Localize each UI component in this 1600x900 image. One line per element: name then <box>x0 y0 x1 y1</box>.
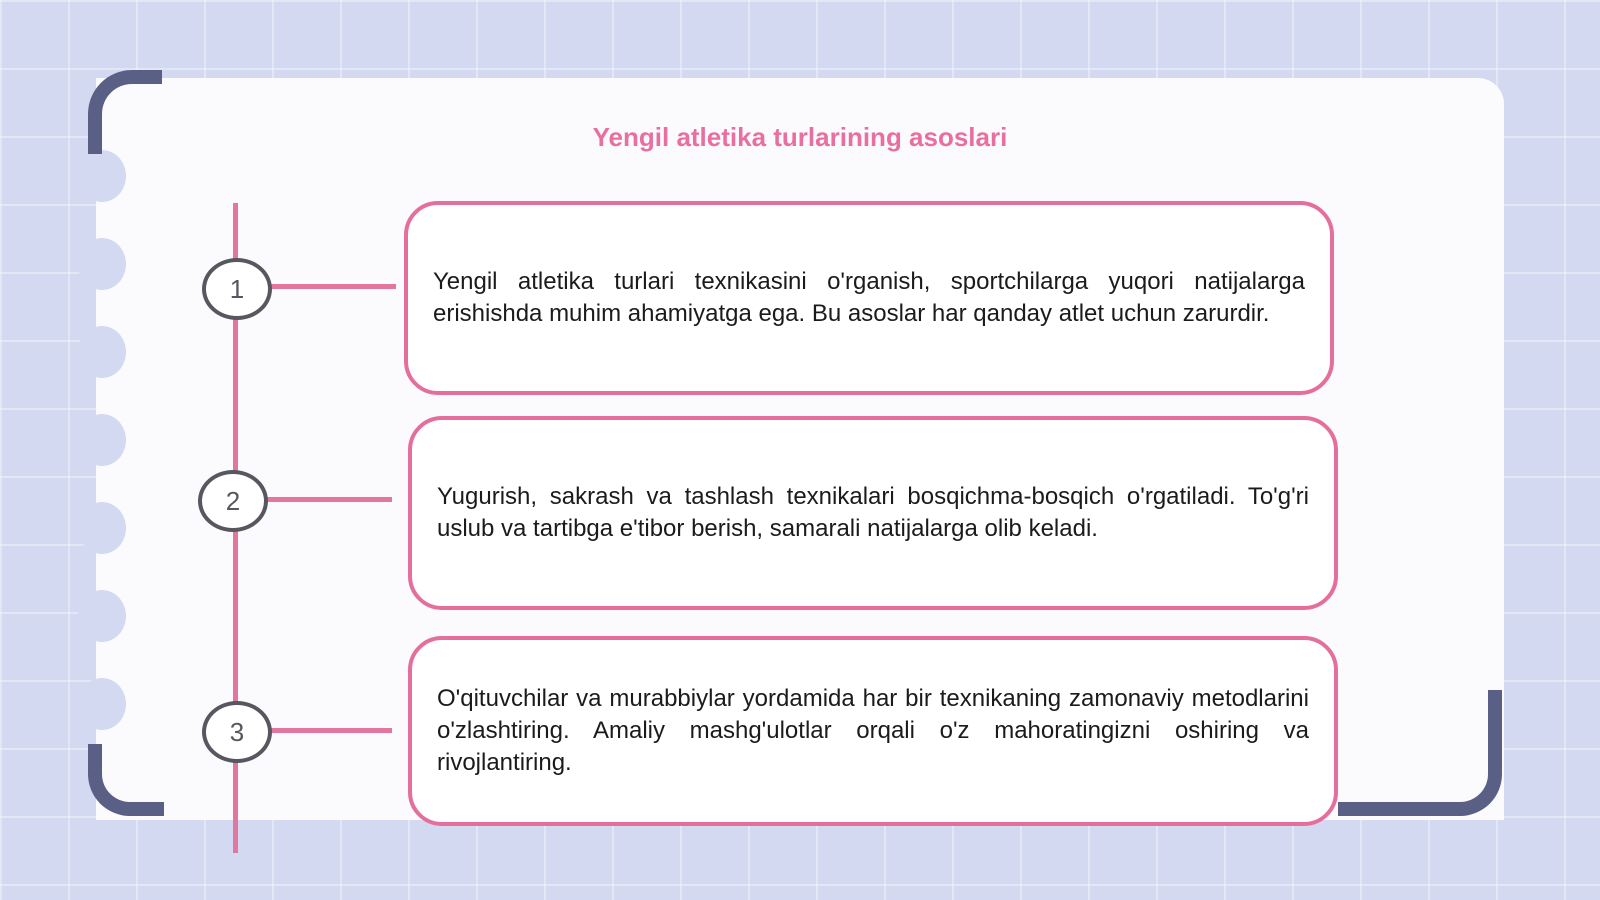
card-text: Yengil atletika turlari texnikasini o'rganish, sportchilarga yuqori natijalarga erishishda muhim ahamiyatga ega. Bu asoslar har qanday atlet uchun zarurdir. <box>433 268 1305 327</box>
paper-notch <box>78 678 126 730</box>
step-number-circle <box>202 258 272 320</box>
slide-title: Yengil atletika turlarining asoslari <box>592 122 1008 152</box>
timeline-card <box>408 636 1338 826</box>
paper-notch <box>78 502 126 554</box>
paper-notch <box>78 414 126 466</box>
step-number: 1 <box>229 273 245 304</box>
timeline-card <box>404 201 1334 395</box>
timeline-connector <box>266 728 392 733</box>
timeline-connector <box>266 284 396 289</box>
paper-notch <box>78 150 126 202</box>
card-text: O'qituvchilar va murabbiylar yordamida har bir texnikaning zamonaviy metodlarini o'zlashtiring. Amaliy mashg'ulotlar orqali o'z mahoratingizni oshiring va rivojlantiring. <box>437 685 1309 776</box>
paper-notch <box>78 590 126 642</box>
paper-notch <box>78 326 126 378</box>
timeline-connector <box>262 497 392 502</box>
timeline-card <box>408 416 1338 610</box>
step-number: 2 <box>225 485 241 516</box>
card-text: Yugurish, sakrash va tashlash texnikalari bosqichma-bosqich o'rgatiladi. To'g'ri uslub va tartibga e'tibor berish, samarali natijalarga olib keladi. <box>437 483 1309 542</box>
frame-corner-bottom-right <box>1338 690 1502 816</box>
paper-notch <box>78 238 126 290</box>
step-number: 3 <box>229 716 245 747</box>
step-number-circle <box>198 470 268 532</box>
step-number-circle <box>202 701 272 763</box>
